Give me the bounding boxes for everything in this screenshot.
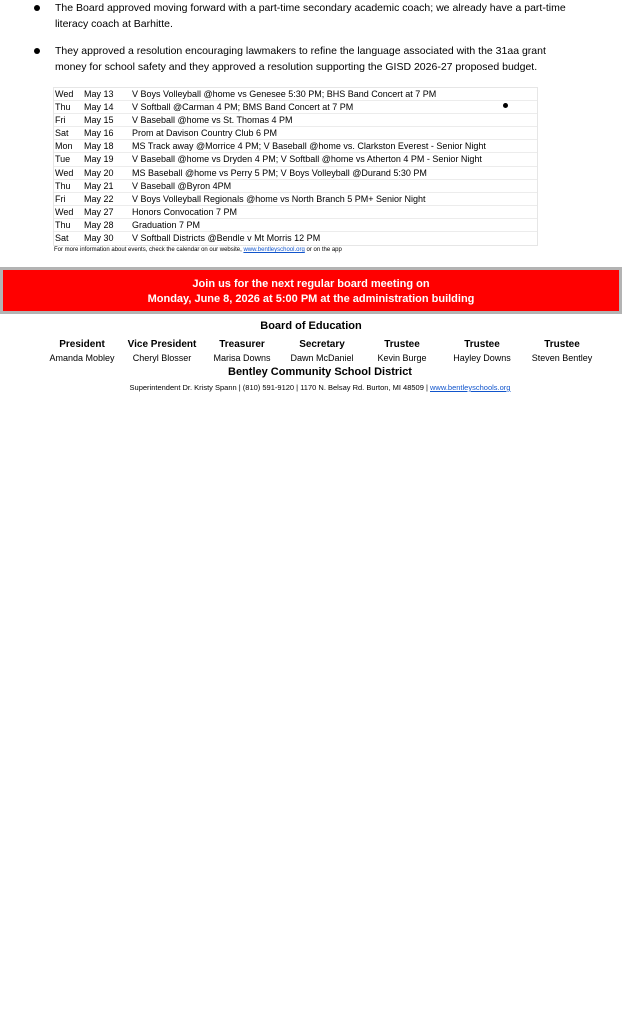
board-member xyxy=(42,338,122,365)
member-name: Cheryl Blosser xyxy=(132,353,192,363)
event-date: May 28 xyxy=(84,219,114,230)
event-description: Prom at Davison Country Club 6 PM xyxy=(132,128,278,139)
member-role: Trustee xyxy=(384,339,420,350)
member-role: Vice President xyxy=(127,339,197,350)
event-date: May 18 xyxy=(84,141,114,152)
bullet-icon xyxy=(34,5,40,11)
table-row xyxy=(54,219,537,232)
event-description: V Boys Volleyball @home vs Genesee 5:30 PM; BHS Band Concert at 7 PM xyxy=(132,89,437,99)
table-row xyxy=(54,193,537,206)
table-row xyxy=(54,206,537,219)
event-day: Wed xyxy=(55,89,74,99)
event-day: Mon xyxy=(55,141,73,152)
table-row xyxy=(54,180,537,193)
events-info-note xyxy=(54,246,342,254)
bullet-item xyxy=(36,43,576,75)
member-role: Trustee xyxy=(464,339,500,350)
member-name: Marisa Downs xyxy=(213,353,271,363)
bullet-text: The Board approved moving forward with a part-time secondary academic coach; we already have a part-time literacy coach at Barhitte. xyxy=(55,2,566,30)
footer-contact xyxy=(0,383,622,392)
event-description: V Boys Volleyball Regionals @home vs North Branch 5 PM+ Senior Night xyxy=(132,193,426,204)
board-member xyxy=(282,338,362,365)
event-date: May 21 xyxy=(84,180,114,191)
event-description: V Baseball @home vs Dryden 4 PM; V Softball @home vs Atherton 4 PM - Senior Night xyxy=(132,154,482,165)
event-date: May 15 xyxy=(84,115,114,126)
event-date: May 14 xyxy=(84,102,114,113)
banner-line: Join us for the next regular board meeting on xyxy=(192,278,430,290)
district-name: Bentley Community School District xyxy=(228,366,412,378)
event-day: Thu xyxy=(55,219,71,230)
events-table xyxy=(53,87,538,246)
table-row xyxy=(54,232,537,245)
event-date: May 19 xyxy=(84,154,114,165)
member-role: President xyxy=(59,339,105,350)
bullet-icon xyxy=(503,103,508,108)
board-member xyxy=(522,338,602,365)
member-role: Secretary xyxy=(299,339,345,350)
event-date: May 22 xyxy=(84,193,114,204)
event-description: V Baseball @home vs St. Thomas 4 PM xyxy=(132,115,293,126)
note-text: For more information about events, check the calendar on our website, xyxy=(54,247,244,253)
event-day: Sat xyxy=(55,233,69,244)
event-description: Honors Convocation 7 PM xyxy=(132,206,238,217)
event-day: Thu xyxy=(55,102,71,113)
member-role: Trustee xyxy=(544,339,580,350)
event-day: Sat xyxy=(55,128,69,139)
event-day: Tue xyxy=(55,154,71,165)
note-text-end: or on the app xyxy=(304,247,342,253)
table-row xyxy=(54,140,537,153)
event-date: May 13 xyxy=(84,89,114,99)
footer-text: Superintendent Dr. Kristy Spann | (810) 591-9120 | 1170 N. Belsay Rd. Burton, MI 48509 | xyxy=(129,383,430,392)
event-description: MS Track away @Morrice 4 PM; V Baseball @home vs. Clarkston Everest - Senior Night xyxy=(132,141,486,152)
event-date: May 30 xyxy=(84,233,114,244)
event-date: May 20 xyxy=(84,167,114,178)
event-description: V Baseball @Byron 4PM xyxy=(132,180,232,191)
table-row xyxy=(54,88,537,101)
table-row xyxy=(54,114,537,127)
meeting-banner xyxy=(0,267,622,314)
event-description: Graduation 7 PM xyxy=(132,219,201,230)
event-description: MS Baseball @home vs Perry 5 PM; V Boys Volleyball @Durand 5:30 PM xyxy=(132,167,427,178)
table-row xyxy=(54,153,537,166)
member-role: Treasurer xyxy=(219,339,265,350)
bullet-icon xyxy=(34,48,40,54)
board-member xyxy=(122,338,202,365)
event-date: May 27 xyxy=(84,206,114,217)
table-row xyxy=(54,127,537,140)
board-title: Board of Education xyxy=(260,320,362,332)
board-members xyxy=(42,338,602,365)
member-name: Steven Bentley xyxy=(531,353,593,363)
bullet-text: They approved a resolution encouraging lawmakers to refine the language associated with the 31aa grant money for school safety and they approved a resolution supporting the GISD 2026-27 proposed budget. xyxy=(55,45,546,73)
member-name: Kevin Burge xyxy=(377,353,427,363)
bullet-item xyxy=(36,0,576,32)
district-website-link[interactable]: www.bentleyschools.org xyxy=(430,383,511,392)
event-day: Wed xyxy=(55,206,74,217)
member-name: Amanda Mobley xyxy=(49,353,115,363)
event-day: Wed xyxy=(55,167,74,178)
event-date: May 16 xyxy=(84,128,114,139)
event-day: Thu xyxy=(55,180,71,191)
board-member xyxy=(202,338,282,365)
member-name: Hayley Downs xyxy=(453,353,511,363)
event-description: V Softball Districts @Bendle v Mt Morris 12 PM xyxy=(132,233,321,244)
table-row xyxy=(54,167,537,180)
table-row xyxy=(54,101,537,114)
event-description: V Softball @Carman 4 PM; BMS Band Concert at 7 PM xyxy=(132,102,354,113)
banner-line: Monday, June 8, 2026 at 5:00 PM at the administration building xyxy=(147,293,475,305)
board-member xyxy=(362,338,442,365)
member-name: Dawn McDaniel xyxy=(290,353,354,363)
website-link[interactable]: www.bentleyschool.org xyxy=(243,247,305,253)
event-day: Fri xyxy=(55,193,66,204)
event-day: Fri xyxy=(55,115,66,126)
board-member xyxy=(442,338,522,365)
